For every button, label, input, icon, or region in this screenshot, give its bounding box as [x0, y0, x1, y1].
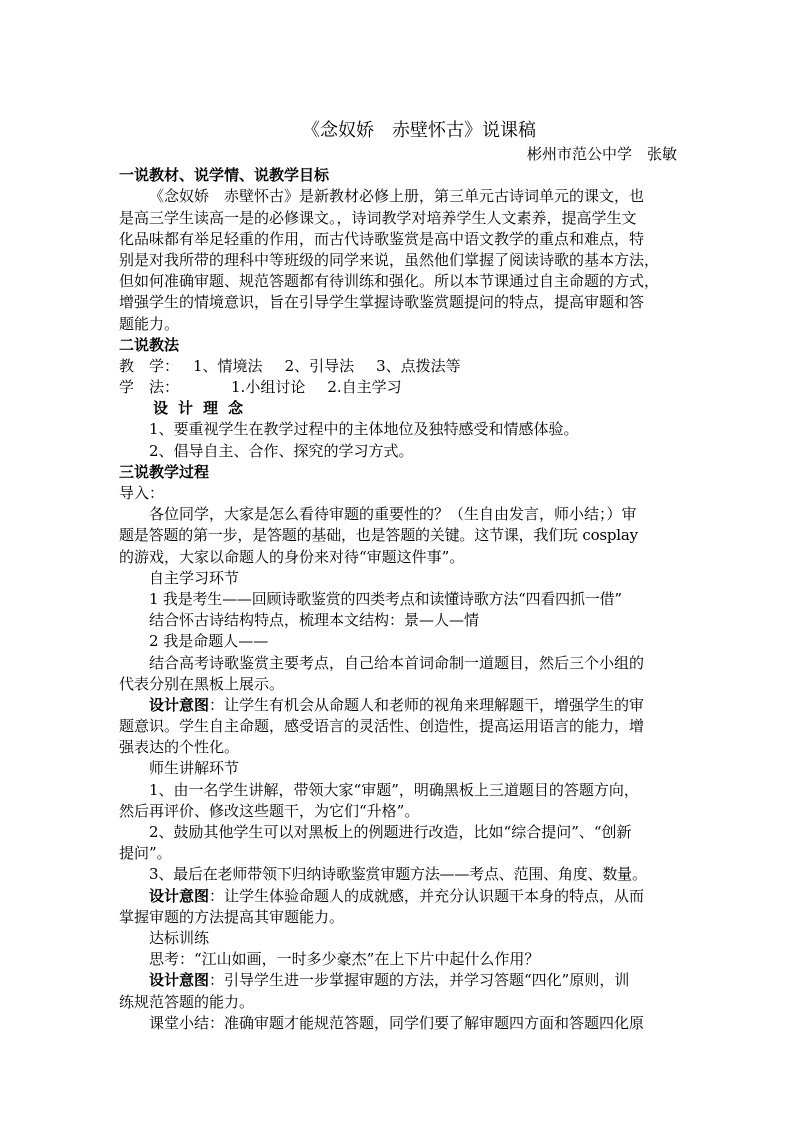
- self-study-step-1-structure: 结合怀古诗结构特点，梳理本文结构：景—人—情: [149, 611, 480, 630]
- teacher-explain-step-1: 1、由一名学生讲解，带领大家“审题”，明确黑板上三道题目的答题方向，: [149, 780, 639, 799]
- design-intent-1-line: [119, 695, 679, 716]
- teacher-explain-step-1: 然后再评价、修改这些题干，为它们“升格”。: [119, 801, 420, 820]
- intro-paragraph-line: 各位同学，大家是怎么看待审题的重要性的？（生自由发言，师小结；）审: [149, 505, 637, 524]
- design-intent-label: 设计意图: [149, 695, 210, 714]
- design-intent-1-line: 强表达的个性化。: [119, 738, 240, 757]
- design-intent-label: 设计意图: [149, 886, 210, 905]
- design-intent-text: ：让学生体验命题人的成就感，并充分认识题干本身的特点，从而: [209, 886, 645, 905]
- design-intent-text: ：引导学生进一步掌握审题的方法，并学习答题“四化”原则，训: [209, 971, 630, 990]
- learning-methods-line: [119, 377, 679, 398]
- design-intent-label: 设计意图: [149, 971, 210, 990]
- design-intent-1-line: 题意识。学生自主命题，感受语言的灵活性、创造性，提高运用语言的能力，增: [119, 717, 645, 736]
- self-study-step-2-line: 结合高考诗歌鉴赏主要考点，自己给本首词命制一道题目，然后三个小组的: [149, 653, 645, 672]
- teaching-method-item: 3、点拨法等: [376, 356, 461, 375]
- teaching-method-item: 2、引导法: [284, 356, 355, 375]
- self-study-heading: 自主学习环节: [149, 568, 240, 587]
- intro-paragraph-line: 的游戏，大家以命题人的身份来对待“审题这件事”。: [119, 547, 465, 566]
- teaching-method-item: 1、情境法: [193, 356, 263, 375]
- teacher-explain-step-2: 2、鼓励其他学生可以对黑板上的例题进行改造，比如“综合提问”、“创新: [149, 823, 632, 841]
- teaching-methods-line: [119, 356, 679, 377]
- section-2-heading: 二说教法: [119, 335, 180, 354]
- section-1-paragraph-line: 《念奴娇 赤壁怀古》是新教材必修上册，第三单元古诗词单元的课文，也: [149, 187, 645, 206]
- document-page: [119, 118, 679, 1034]
- author-line: 彬州市范公中学 张敏: [526, 145, 677, 163]
- learning-method-item: 1.小组讨论: [231, 378, 306, 397]
- self-study-step-1: 1 我是考生——回顾诗歌鉴赏的四类考点和读懂诗歌方法“四看四抓一借”: [149, 589, 622, 608]
- section-3-heading: 三说教学过程: [119, 462, 210, 481]
- intro-paragraph-line: 题是答题的第一步，是答题的基础，也是答题的关键。这节课，我们玩 cosplay: [119, 526, 638, 545]
- intro-label: 导入：: [119, 484, 165, 502]
- section-1-paragraph-line: 增强学生的情境意识，旨在引导学生掌握诗歌鉴赏题提问的特点，提高审题和答: [119, 293, 645, 312]
- section-1-heading: 一说教材、说学情、说教学目标: [119, 166, 330, 185]
- design-intent-3-line: [119, 970, 679, 991]
- think-question: 思考：“江山如画，一时多少豪杰”在上下片中起什么作用？: [149, 950, 540, 969]
- self-study-step-2: 2 我是命题人——: [149, 632, 269, 651]
- section-1-paragraph-line: 别是对我所带的理科中等班级的同学来说，虽然他们掌握了阅读诗歌的基本方法，: [119, 250, 660, 269]
- design-concept-point: 2、倡导自主、合作、探究的学习方式。: [149, 441, 414, 460]
- teacher-explain-step-3: 3、最后在老师带领下归纳诗歌鉴赏审题方法——考点、范围、角度、数量。: [149, 865, 647, 884]
- design-intent-text: ：让学生有机会从命题人和老师的视角来理解题干，增强学生的审: [209, 695, 645, 714]
- design-intent-2-line: 掌握审题的方法提高其审题能力。: [119, 907, 345, 926]
- document-title: 《念奴娇 赤壁怀古》说课稿: [302, 120, 536, 141]
- design-concept-heading: 设计理念: [153, 399, 254, 418]
- design-concept-point: 1、要重视学生在教学过程中的主体地位及独特感受和情感体验。: [149, 420, 579, 439]
- class-summary: 课堂小结：准确审题才能规范答题，同学们要了解审题四方面和答题四化原: [149, 1013, 645, 1032]
- section-1-paragraph-line: 但如何准确审题、规范答题都有待训练和强化。所以本节课通过自主命题的方式，: [119, 272, 660, 291]
- design-intent-2-line: [119, 886, 679, 907]
- practice-heading: 达标训练: [149, 928, 210, 947]
- teaching-methods-label: 教 学：: [119, 356, 180, 375]
- teacher-explain-step-2: 提问”。: [119, 844, 172, 863]
- section-1-paragraph-line: 是高三学生读高一是的必修课文。，诗词教学对培养学生人文素养，提高学生文: [119, 208, 637, 227]
- self-study-step-2-line: 代表分别在黑板上展示。: [119, 674, 285, 693]
- learning-method-item: 2.自主学习: [327, 378, 402, 397]
- teacher-explain-heading: 师生讲解环节: [149, 759, 240, 778]
- section-1-paragraph-line: 化品味都有举足轻重的作用，而古代诗歌鉴赏是高中语文教学的重点和难点，特: [119, 229, 645, 248]
- design-intent-3-line: 练规范答题的能力。: [119, 992, 255, 1011]
- section-1-paragraph-line: 题能力。: [119, 314, 180, 333]
- learning-methods-label: 学 法：: [119, 378, 180, 397]
